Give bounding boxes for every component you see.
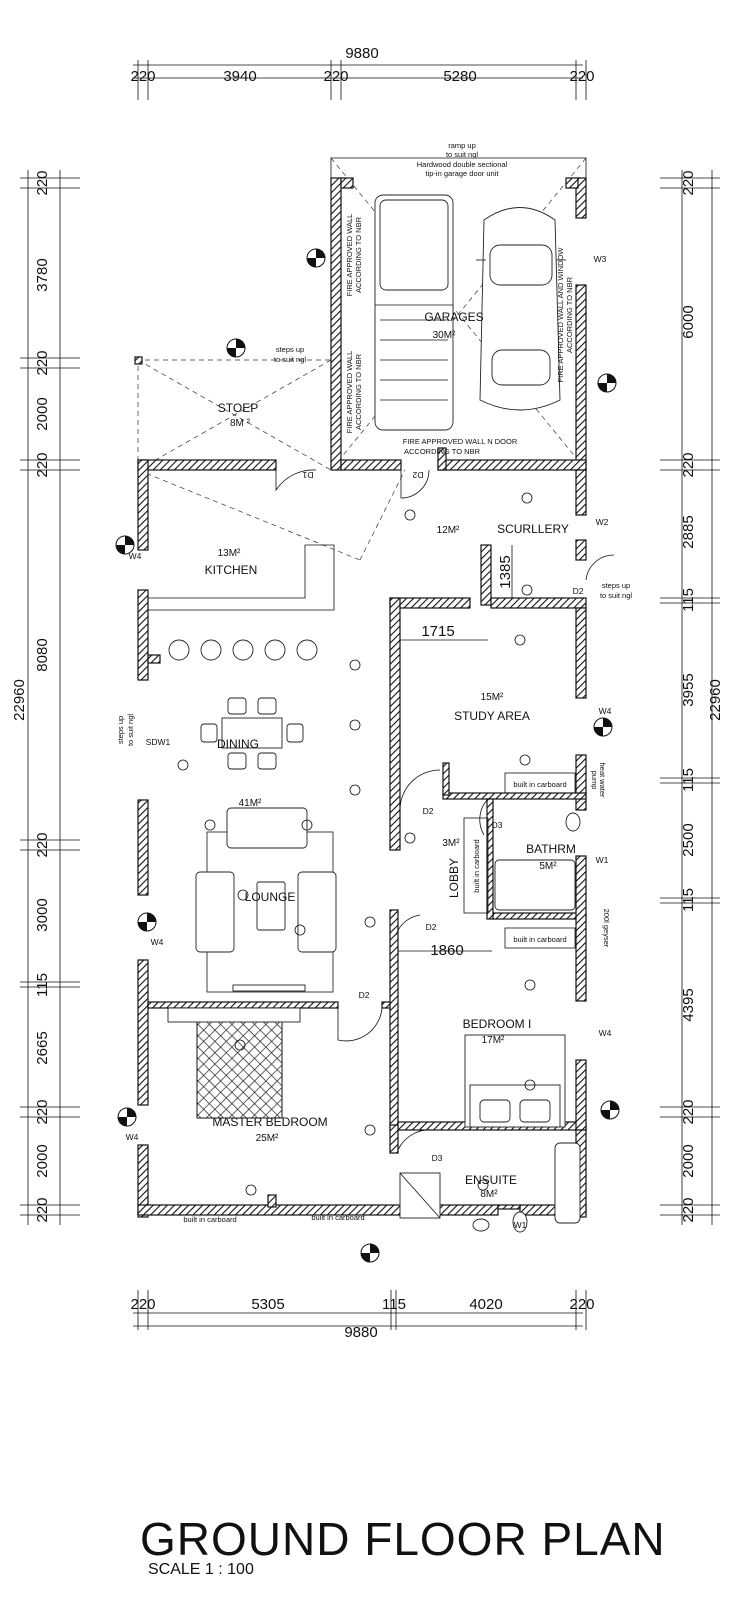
- left-dim-f: 8080: [34, 638, 51, 672]
- left-dim-k: 220: [34, 1099, 51, 1125]
- right-dim-d: 2885: [680, 515, 697, 549]
- tag-sdw1: SDW1: [145, 737, 171, 747]
- builtin-bed-note: built in carboard: [513, 935, 567, 944]
- fire-wall-note-1b: ACCORDING TO NBR: [354, 217, 363, 293]
- bottom-dim-a: 220: [130, 1296, 156, 1313]
- steps-note-3b: to suit ngl: [599, 591, 633, 600]
- right-total-dim: 22960: [707, 679, 724, 721]
- right-dim-b: 6000: [680, 305, 697, 339]
- stoep-area: 8M ²: [230, 418, 250, 429]
- tag-w4-study: W4: [598, 706, 612, 716]
- bottom-dim-d: 4020: [469, 1296, 503, 1313]
- tag-w2: W2: [595, 517, 609, 527]
- fire-door-note-a: FIRE APPROVED WALL N DOOR: [402, 437, 518, 446]
- steps-note-1: steps up: [275, 345, 305, 354]
- tag-d2-bedroom: D2: [425, 922, 437, 932]
- top-dim-e: 220: [569, 68, 595, 85]
- right-dim-a: 220: [680, 170, 697, 196]
- steps-note-1b: to suit ngl: [273, 355, 307, 364]
- lobby-area: 3M²: [442, 838, 460, 849]
- tag-d2-master: D2: [358, 990, 370, 1000]
- top-dimensions: [130, 45, 594, 100]
- left-dim-j: 2665: [34, 1031, 51, 1065]
- ensuite-area: 8M²: [480, 1189, 498, 1200]
- study-label: STUDY AREA: [454, 709, 530, 723]
- steps-note-2b: to suit ngl: [126, 713, 135, 747]
- top-dim-c: 220: [323, 68, 349, 85]
- builtin-master-note-1: built in carboard: [183, 1215, 237, 1224]
- bottom-total-dim: 9880: [344, 1324, 378, 1341]
- right-dimensions: [660, 170, 724, 1225]
- ramp-note-2: to suit ngl: [445, 150, 479, 159]
- fire-wall-note-2a: FIRE APPROVED WALL: [345, 350, 354, 434]
- kitchen-area: 13M²: [217, 548, 241, 559]
- right-dim-h: 2500: [680, 823, 697, 857]
- left-total-dim: 22960: [11, 679, 28, 721]
- lobby-label: LOBBY: [447, 857, 461, 899]
- tag-w4-bedroom: W4: [598, 1028, 612, 1038]
- left-dim-b: 3780: [34, 258, 51, 292]
- tag-w1-ensuite: W1: [513, 1220, 527, 1230]
- tag-w4-master: W4: [125, 1132, 139, 1142]
- heat-water-note-2: pump: [590, 770, 599, 790]
- garage-door-note-2: tip-in garage door unit: [425, 169, 499, 178]
- study-width: 1715: [421, 623, 455, 640]
- steps-note-3: steps up: [601, 581, 631, 590]
- left-dim-h: 3000: [34, 898, 51, 932]
- fire-wall-note-3b: ACCORDING TO NBR: [565, 277, 574, 353]
- top-dim-a: 220: [130, 68, 156, 85]
- top-dim-d: 5280: [443, 68, 477, 85]
- scullery-label: SCURLLERY: [497, 522, 569, 536]
- right-dim-i: 115: [680, 888, 697, 912]
- left-dim-d: 2000: [34, 397, 51, 431]
- left-dim-g: 220: [34, 832, 51, 858]
- dining-label: DINING: [217, 737, 259, 751]
- top-total-dim: 9880: [345, 45, 379, 62]
- kitchen-counter: [148, 545, 334, 610]
- lounge-label: LOUNGE: [244, 890, 296, 904]
- fire-wall-note-1a: FIRE APPROVED WALL: [345, 213, 354, 297]
- scullery-width: 1385: [497, 555, 514, 589]
- bedroom-area: 17M²: [481, 1035, 505, 1046]
- heat-water-note: heat water: [598, 762, 607, 798]
- ensuite-label: ENSUITE: [464, 1173, 518, 1187]
- bottom-dimensions: [130, 1290, 594, 1341]
- top-dim-b: 3940: [223, 68, 257, 85]
- stoep-label: STOEP: [217, 401, 259, 415]
- tag-d1: D1: [302, 470, 314, 480]
- bathroom-area: 5M²: [539, 861, 557, 872]
- tag-d3-bath: D3: [491, 820, 503, 830]
- left-dim-c: 220: [34, 350, 51, 376]
- steps-note-2: steps up: [116, 715, 125, 745]
- bathroom-label: BATHRM: [526, 842, 576, 856]
- right-dim-c: 220: [680, 452, 697, 478]
- tag-w1-bath: W1: [595, 855, 609, 865]
- builtin-study-note: built in carboard: [513, 780, 567, 789]
- master-bedroom-label: MASTER BEDROOM: [212, 1115, 328, 1129]
- left-dim-i: 115: [34, 973, 51, 997]
- tag-w4-kitchen: W4: [128, 551, 142, 561]
- garages-area: 30M²: [432, 330, 456, 341]
- tag-d3-ensuite: D3: [431, 1153, 443, 1163]
- tag-w3: W3: [593, 254, 607, 264]
- geyser-note: 200l geyser: [602, 908, 611, 948]
- master-bedroom-area: 25M²: [255, 1133, 279, 1144]
- builtin-lobby-note: built in carboard: [472, 839, 481, 893]
- plan-title: GROUND FLOOR PLAN: [140, 1513, 666, 1565]
- dining-table: [201, 698, 303, 769]
- ramp-note: ramp up: [448, 141, 476, 150]
- right-dim-l: 2000: [680, 1144, 697, 1178]
- garage-door-note: Hardwood double sectional: [416, 160, 508, 169]
- bottom-dim-b: 5305: [251, 1296, 285, 1313]
- tag-d2-scullery: D2: [572, 586, 584, 596]
- right-dim-k: 220: [680, 1099, 697, 1125]
- lounge-area: 41M²: [238, 798, 262, 809]
- right-dim-f: 3955: [680, 673, 697, 707]
- fire-wall-note-3a: FIRE APPROVED WALL AND WINDOW: [556, 247, 565, 383]
- tag-d2-garage: D2: [412, 470, 424, 480]
- right-dim-g: 115: [680, 768, 697, 792]
- right-dim-e: 115: [680, 588, 697, 612]
- builtin-master-note-2: built in carboard: [311, 1213, 365, 1222]
- master-bed: [168, 1008, 300, 1118]
- kitchen-label: KITCHEN: [204, 563, 258, 577]
- fire-door-note-b: ACCORDING TO NBR: [404, 447, 480, 456]
- left-dim-a: 220: [34, 170, 51, 196]
- garages-label: GARAGES: [424, 310, 484, 324]
- tag-w4-lounge: W4: [150, 937, 164, 947]
- study-area-size: 15M²: [480, 692, 504, 703]
- tag-d2-study: D2: [422, 806, 434, 816]
- bedroom-bed: [465, 1035, 565, 1127]
- right-dim-m: 220: [680, 1197, 697, 1223]
- right-dim-j: 4395: [680, 988, 697, 1022]
- plan-scale: SCALE 1 : 100: [148, 1561, 254, 1578]
- lobby-width: 1860: [430, 942, 464, 959]
- left-dim-l: 2000: [34, 1144, 51, 1178]
- bar-stools: [169, 640, 317, 660]
- bedroom-label: BEDROOM I: [462, 1017, 532, 1031]
- left-dimensions: [11, 170, 80, 1225]
- bottom-dim-c: 115: [382, 1296, 406, 1313]
- bottom-dim-e: 220: [569, 1296, 595, 1313]
- fire-wall-note-2b: ACCORDING TO NBR: [354, 354, 363, 430]
- scullery-area: 12M²: [436, 525, 460, 536]
- left-dim-m: 220: [34, 1197, 51, 1223]
- left-dim-e: 220: [34, 452, 51, 478]
